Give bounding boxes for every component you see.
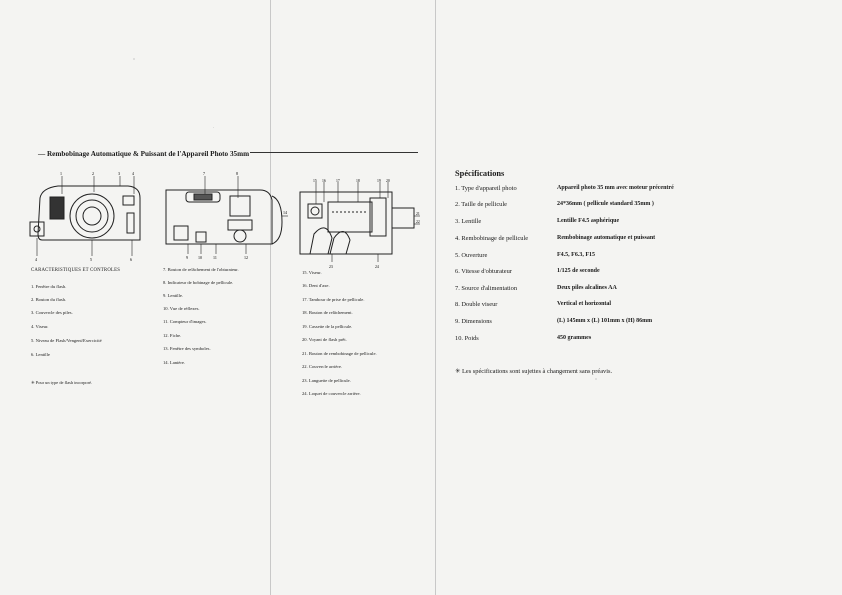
list-item: 4. Viseur.: [31, 324, 49, 329]
spec-label: 2. Taille de pellicule: [455, 201, 507, 208]
spec-value: (L) 145mm x (L) 101mm x (H) 86mm: [557, 318, 653, 324]
spec-value: Vertical et horizontal: [557, 301, 612, 307]
camera-top-diagram: [158, 170, 288, 260]
callout-number: 11: [213, 255, 217, 260]
list-item: 16. Dent d'axe.: [302, 283, 330, 288]
spec-value: Rembobinage automatique et puissant: [557, 235, 656, 241]
callout-number: 15: [313, 179, 317, 183]
list-item: 17. Tambour de prise de pellicule.: [302, 297, 365, 302]
scan-speck: [133, 58, 135, 60]
list-item: 11. Compteur d'images.: [163, 319, 207, 324]
list-item: 23. Languette de pellicule.: [302, 378, 351, 383]
callout-number: 19: [377, 179, 381, 183]
controls-heading: CARACTERISTIQUES ET CONTROLES: [31, 268, 121, 273]
callout-number: 21: [416, 212, 420, 216]
callout-number: 3: [118, 171, 120, 176]
specs-title: Spécifications: [455, 169, 505, 178]
callout-number: 16: [322, 179, 326, 183]
list-item: 22. Couvercle arrière.: [302, 364, 343, 369]
callout-number: 2: [92, 171, 94, 176]
callout-number: 8: [236, 171, 238, 176]
spec-label: 3. Lentille: [455, 218, 482, 225]
camera-back-diagram: [292, 178, 422, 270]
spec-label: 10. Poids: [455, 335, 479, 342]
callout-number: 24: [375, 265, 379, 269]
list-item: 7. Bouton de relâchement de l'obturateur.: [163, 267, 239, 272]
spec-label: 7. Source d'alimentation: [455, 285, 518, 292]
list-item: 24. Loquet de couvercle arrière.: [302, 391, 361, 396]
list-item: 21. Bouton de rembobinage de pellicule.: [302, 351, 377, 356]
list-item: 3. Couvercle des piles.: [31, 310, 73, 315]
list-item: 18. Bouton de relâchement.: [302, 310, 353, 315]
spec-value: 24*36mm ( pellicule standard 35mm ): [557, 201, 654, 207]
specs-note: ✳ Les spécifications sont sujettes à changement sans préavis.: [455, 368, 613, 375]
callout-number: 9: [186, 255, 188, 260]
spec-label: 5. Ouverture: [455, 252, 488, 259]
callout-number: 7: [203, 171, 205, 176]
list-item: 2. Bouton du flash.: [31, 297, 67, 302]
spec-value: 450 grammes: [557, 335, 592, 341]
callout-number: 20: [386, 179, 390, 183]
callout-number: 4: [35, 257, 37, 262]
list-item: 10. Vue de réflexes.: [163, 306, 200, 311]
footnote: ✳ Pour un type de flash incorporé.: [31, 380, 93, 385]
list-item: 12. Fiche.: [163, 333, 182, 338]
callout-number: 18: [356, 179, 360, 183]
callout-number: 12: [244, 255, 248, 260]
spec-value: Appareil photo 35 mm avec moteur précentré: [557, 185, 674, 191]
callout-number: 23: [329, 265, 333, 269]
scan-speck: [213, 127, 214, 128]
list-item: 14. Lanière.: [163, 360, 186, 365]
scan-speck: [595, 378, 597, 380]
spec-value: F4.5, F6.3, F15: [557, 252, 595, 258]
callout-number: 17: [336, 179, 340, 183]
list-item: 5. Niveau de Flash/Vengent/Exercicité: [31, 338, 102, 343]
spec-label: 4. Rembobinage de pellicule: [455, 235, 529, 242]
callout-number: 4: [132, 171, 134, 176]
spec-label: 6. Vitesse d'obturateur: [455, 268, 512, 275]
list-item: 19. Cassette de la pellicule.: [302, 324, 353, 329]
spec-label: 9. Dimensions: [455, 318, 492, 325]
callout-number: 5: [90, 257, 92, 262]
camera-front-diagram: [28, 168, 150, 263]
callout-number: 10: [198, 255, 202, 260]
callout-number: 1: [60, 171, 62, 176]
fold-line-middle: [435, 0, 436, 595]
callout-number: 22: [416, 220, 420, 224]
callout-number: 14: [283, 210, 287, 215]
page-title-text: Rembobinage Automatique & Puissant de l'Appareil Photo 35mm: [46, 150, 250, 158]
list-item: 20. Voyant de flash prêt.: [302, 337, 347, 342]
callout-number: 6: [130, 257, 132, 262]
spec-value: Lentille F4.5 asphérique: [557, 218, 620, 224]
spec-label: 1. Type d'appareil photo: [455, 185, 517, 192]
spec-label: 8. Double viseur: [455, 301, 498, 308]
spec-value: Deux piles alcalines AA: [557, 285, 617, 291]
title-rule: [250, 152, 418, 153]
page-title: — Rembobinage Automatique & Puissant de l'Appareil Photo 35mm: [38, 150, 250, 158]
list-item: 9. Lentille.: [163, 293, 184, 298]
fold-line-left: [270, 0, 271, 595]
list-item: 13. Fenêtre des symboles.: [163, 346, 211, 351]
list-item: 6. Lentille: [31, 352, 50, 357]
list-item: 15. Viseur.: [302, 270, 322, 275]
spec-value: 1/125 de seconde: [557, 268, 600, 274]
list-item: 1. Fenêtre du flash.: [31, 284, 67, 289]
list-item: 8. Indicateur de bobinage de pellicule.: [163, 280, 234, 285]
